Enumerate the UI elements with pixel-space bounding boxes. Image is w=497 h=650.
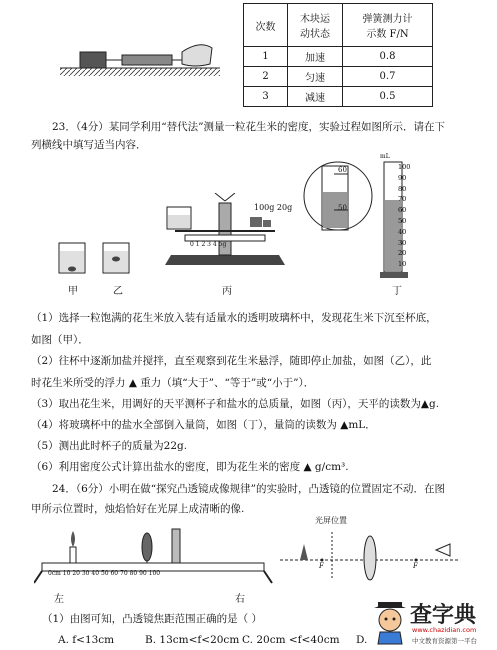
option-d: D. bbox=[356, 634, 368, 646]
cylinder-unit: mL bbox=[380, 153, 390, 160]
chazidian-logo bbox=[372, 596, 494, 650]
q24-intro-line1: 24．（6分）小明在做“探究凸透镜成像规律”的实验时，凸透镜的位置固定不动．在图 bbox=[52, 483, 446, 495]
q23-step3: （3）取出花生米，用调好的天平测杯子和盐水的总质量，如图（丙），天平的读数为▲g. bbox=[31, 398, 440, 410]
q23-step4: （4）将玻璃杯中的盐水全部倒入量筒，如图（丁），量筒的读数为 ▲mL． bbox=[31, 419, 376, 431]
lens-ray-diagram bbox=[280, 522, 460, 582]
option-c: C. 20cm <f<40cm bbox=[242, 634, 340, 646]
label-right: 右 bbox=[235, 594, 245, 605]
logo-url: www.chazidian.com bbox=[412, 626, 477, 634]
q24-intro-line2: 甲所示位置时，烛焰恰好在光屏上成清晰的像. bbox=[31, 503, 245, 515]
table-row: 3 减速 0.5 bbox=[244, 87, 433, 107]
label-left: 左 bbox=[54, 594, 64, 605]
weights-label: 100g 20g bbox=[254, 203, 293, 212]
q24-question1: （1）由图可知，凸透镜焦距范围正确的是（ ） bbox=[42, 613, 263, 625]
screen-position-label: 光屏位置 bbox=[315, 516, 347, 525]
logo-title: 查字典 bbox=[410, 603, 477, 628]
pull-block-figure bbox=[60, 30, 220, 90]
focus-label-right: F bbox=[413, 562, 418, 570]
table-header: 次数 bbox=[244, 4, 288, 47]
beam-scale-ticks: 0 1 2 3 4 5g bbox=[190, 241, 227, 248]
zoom-tick-50: 50 bbox=[338, 204, 347, 212]
bench-scale: 0cm 10 20 30 40 50 60 70 80 90 100 bbox=[48, 570, 161, 577]
q23-step2: （2）往杯中逐渐加盐并搅拌，直至观察到花生米悬浮，随即停止加盐，如图（乙），此 bbox=[31, 355, 432, 367]
q23-step1: （1）选择一粒饱满的花生米放入装有适量水的透明玻璃杯中，发现花生米下沉至杯底， bbox=[31, 312, 437, 324]
focus-label-left: F bbox=[319, 562, 324, 570]
option-a: A. f<13cm bbox=[58, 634, 115, 646]
q23-intro-line1: 23．（4分）某同学利用“替代法”测量一粒花生米的密度，实验过程如图所示．请在下 bbox=[52, 121, 446, 133]
q23-step6: （6）利用密度公式计算出盐水的密度，即为花生米的密度 ▲ g/cm³. bbox=[31, 461, 349, 473]
mascot-icon bbox=[372, 600, 408, 646]
cylinder-scale: 100 90 80 70 60 50 40 30 20 10 bbox=[398, 163, 411, 269]
q23-step1-cont: 如图（甲）． bbox=[31, 334, 89, 346]
label-ding: 丁 bbox=[392, 286, 402, 297]
table-row: 1 加速 0.8 bbox=[244, 47, 433, 67]
q23-intro-line2: 列横线中填写适当内容． bbox=[31, 139, 147, 151]
label-jia: 甲 bbox=[68, 286, 78, 297]
beakers-figure bbox=[55, 235, 145, 275]
logo-tagline: 中文教育资源第一平台 bbox=[412, 637, 477, 645]
table-row: 2 匀速 0.7 bbox=[244, 67, 433, 87]
q23-step2-cont: 时花生米所受的浮力 ▲ 重力（填“大于”、“等于”或“小于”）． bbox=[31, 377, 315, 389]
label-bing: 丙 bbox=[222, 286, 232, 297]
force-table bbox=[243, 3, 433, 107]
option-b: B. 13cm<f<20cm bbox=[145, 634, 240, 646]
table-header: 弹簧测力计 示数 F/N bbox=[343, 4, 433, 47]
zoom-tick-60: 60 bbox=[338, 166, 347, 174]
q23-step5: （5）测出此时杯子的质量为22g. bbox=[31, 440, 188, 452]
table-header: 木块运 动状态 bbox=[288, 4, 343, 47]
label-yi: 乙 bbox=[113, 286, 123, 297]
